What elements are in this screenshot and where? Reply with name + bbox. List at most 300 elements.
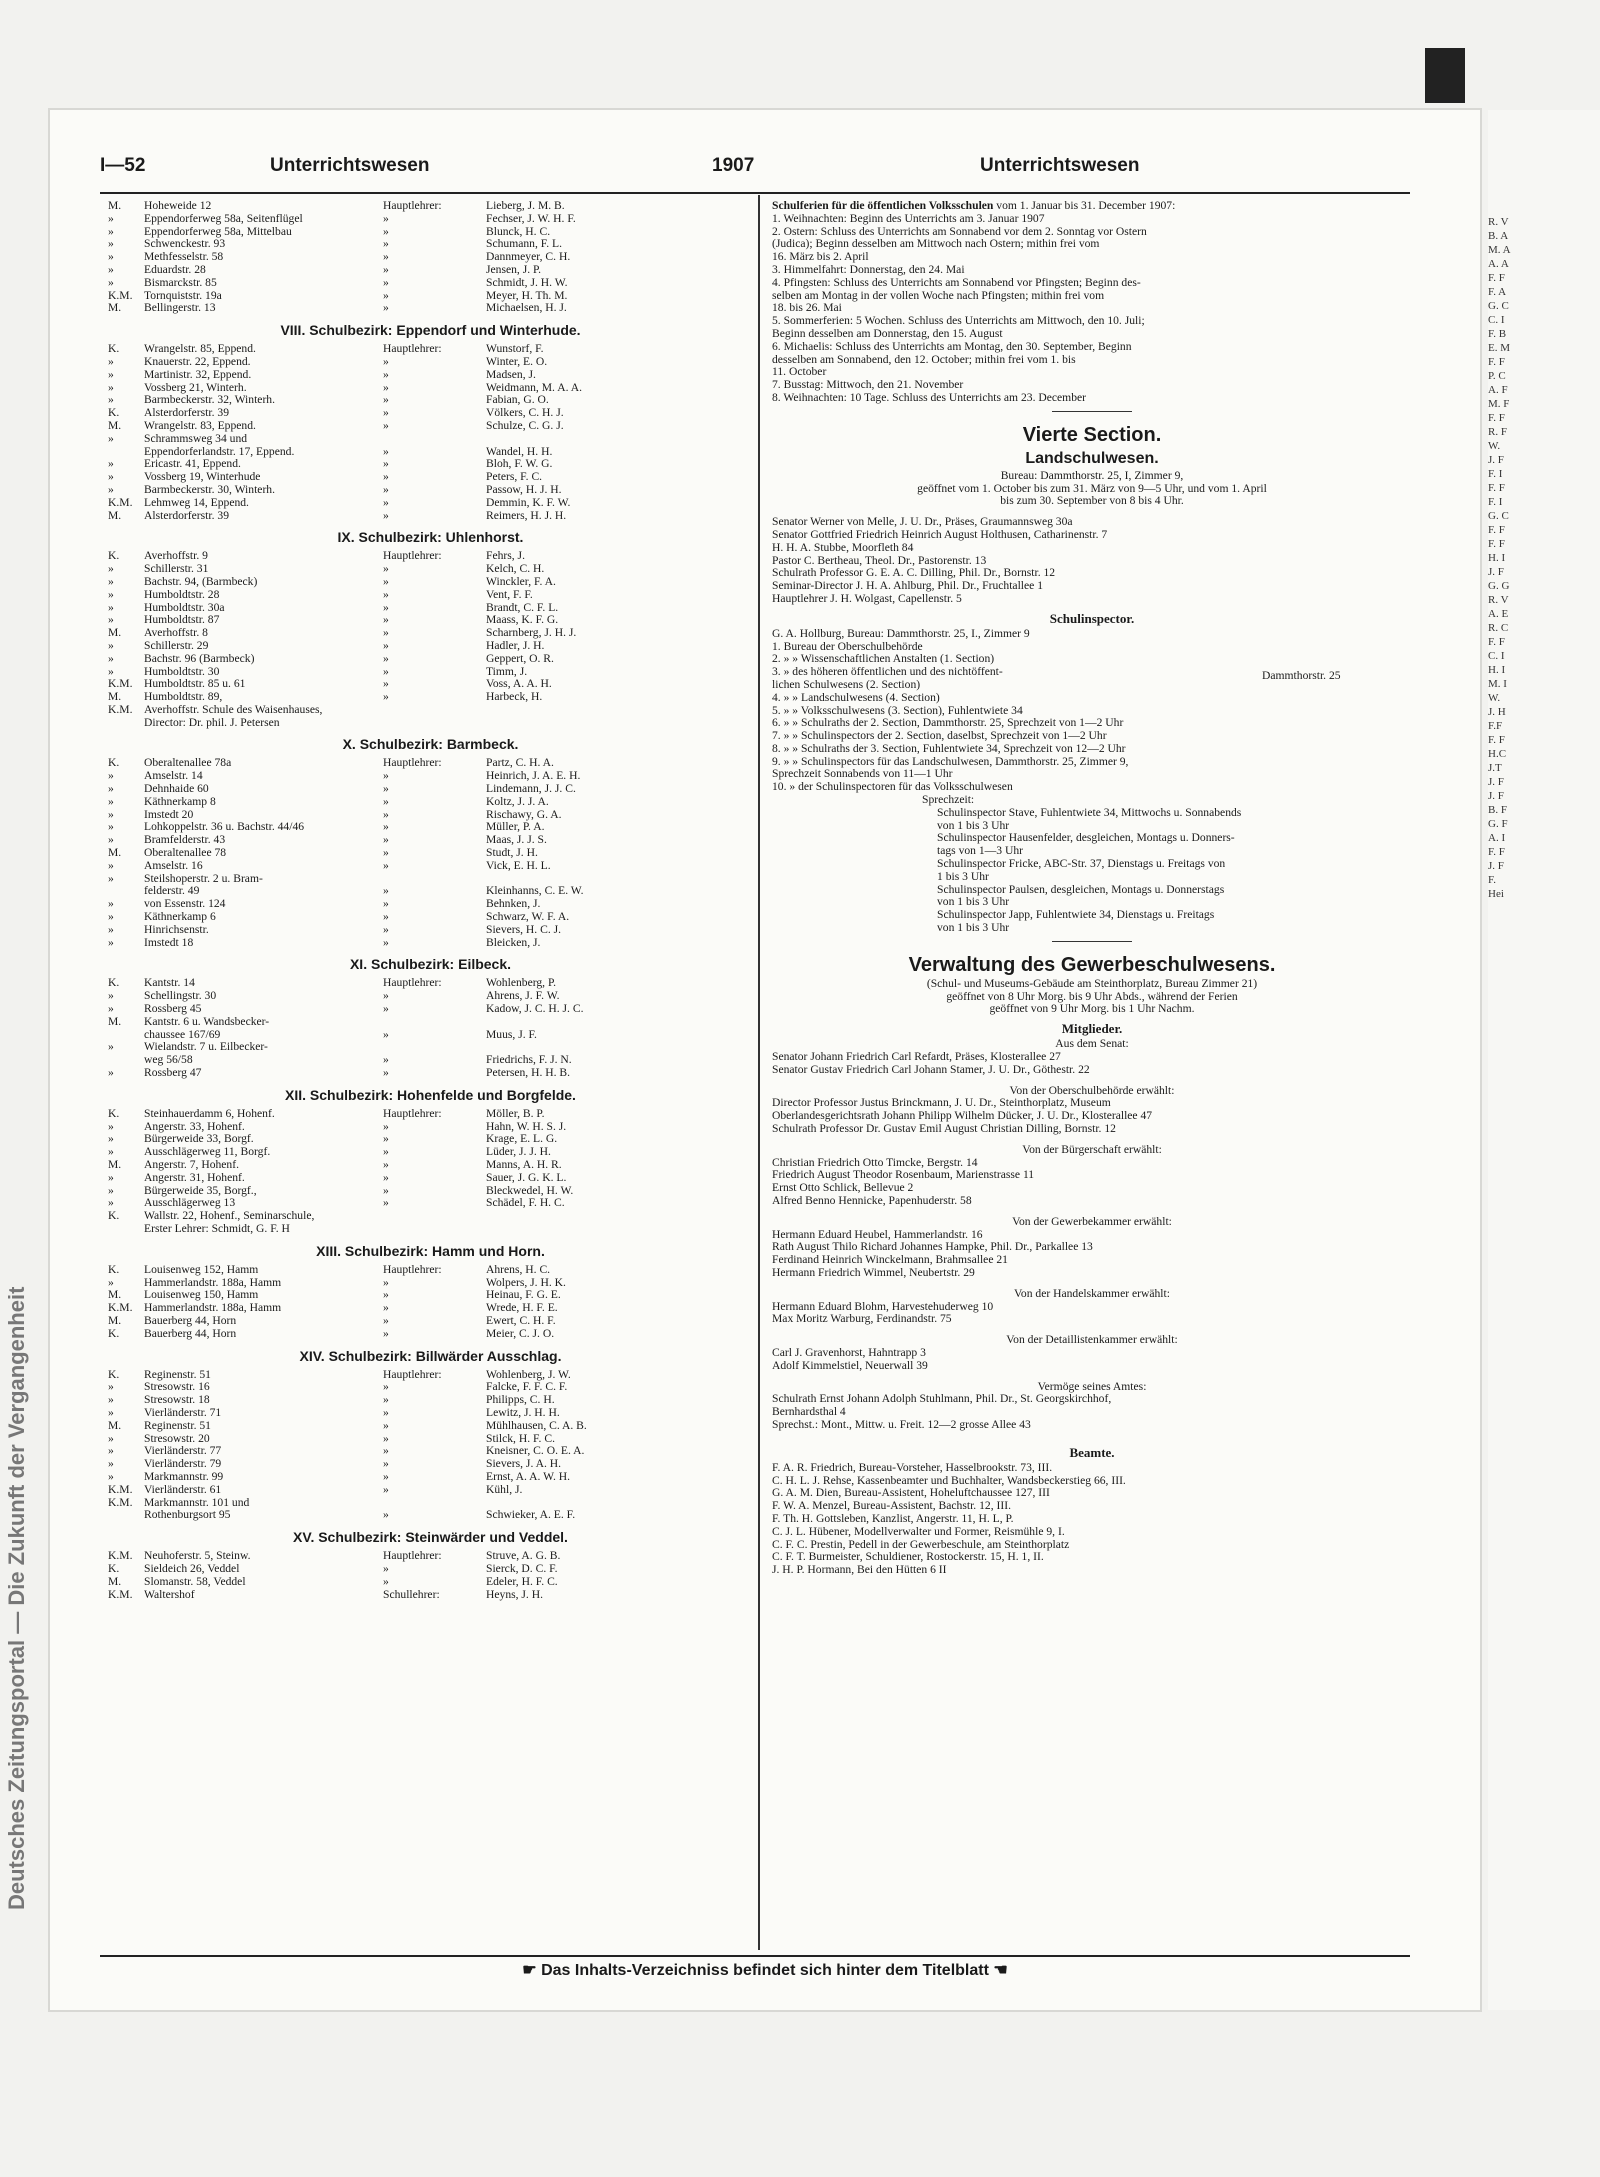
school-type: M.: [108, 301, 122, 315]
school-address: Markmannstr. 101 und: [144, 1495, 250, 1509]
next-page-fragment: J. H: [1488, 706, 1506, 718]
school-address: Bachstr. 94, (Barmbeck): [144, 574, 258, 588]
next-page-fragment: A. I: [1488, 832, 1506, 844]
member-line: Hauptlehrer J. H. Wolgast, Capellenstr. 5: [772, 591, 962, 605]
footer-text: Das Inhalts-Verzeichniss befindet sich hinter dem Titelblatt: [541, 1962, 989, 1979]
school-type: »: [108, 833, 114, 847]
school-row: [108, 369, 753, 382]
school-type: M.: [108, 199, 122, 212]
school-type: »: [108, 807, 114, 821]
official-line: J. H. P. Hormann, Bei den Hütten 6 II: [772, 1563, 947, 1577]
teacher-title: »: [383, 858, 389, 872]
next-page-fragment: F. F: [1488, 636, 1505, 648]
next-page-fragment: A. A: [1488, 258, 1509, 270]
school-type: M.: [108, 846, 122, 860]
school-row: [108, 510, 753, 523]
ferien-line: 3. Himmelfahrt: Donnerstag, den 24. Mai: [772, 262, 965, 276]
teacher-title: »: [383, 380, 389, 394]
teacher-name: Voss, A. A. H.: [486, 677, 552, 691]
teacher-title: »: [383, 807, 389, 821]
member-line: Max Moritz Warburg, Ferdinandstr. 75: [772, 1312, 952, 1326]
teacher-name: Lüder, J. J. H.: [486, 1145, 551, 1159]
teacher-name: Falcke, F. F. C. F.: [486, 1380, 568, 1394]
teacher-title: Hauptlehrer:: [383, 549, 442, 563]
school-row: [108, 937, 753, 950]
member-line: Christian Friedrich Otto Timcke, Bergstr. 14: [772, 1155, 978, 1169]
next-page-fragment: B. F: [1488, 804, 1507, 816]
teacher-title: »: [383, 820, 389, 834]
ferien-line: 4. Pfingsten: Schluss des Unterrichts am Sonnabend vor Pfingsten; Beginn des-: [772, 275, 1141, 289]
school-address: Alsterdorferstr. 39: [144, 406, 229, 420]
school-type: »: [108, 354, 114, 368]
sprechzeit-line: Schulinspector Hausenfelder, desgleichen, Montags u. Donners-: [937, 831, 1235, 845]
school-address: Humboldtstr. 89,: [144, 690, 223, 704]
school-address: Bellingerstr. 13: [144, 301, 216, 315]
spacer: [772, 1432, 1412, 1440]
school-type: K.: [108, 1367, 120, 1381]
next-page-fragment: G. C: [1488, 510, 1509, 522]
school-address: Erster Lehrer: Schmidt, G. F. H: [144, 1221, 290, 1235]
school-address: Averhoffstr. 8: [144, 626, 208, 640]
school-address: Bachstr. 96 (Barmbeck): [144, 651, 255, 665]
ferien-line: 2. Ostern: Schluss des Unterrichts am Sonnabend vor dem 2. Sonntag vor Ostern: [772, 224, 1147, 238]
school-type: »: [108, 1183, 114, 1197]
school-address: Martinistr. 32, Eppend.: [144, 367, 252, 381]
teacher-name: Kleinhanns, C. E. W.: [486, 884, 584, 898]
school-address: Rossberg 45: [144, 1002, 202, 1016]
school-address: Amselstr. 14: [144, 769, 203, 783]
teacher-name: Ahrens, J. F. W.: [486, 989, 560, 1003]
ferien-line: 11. October: [772, 365, 827, 379]
spine-text: Deutsches Zeitungsportal — Die Zukunft der Vergangenheit: [4, 1286, 29, 1910]
footer-rule: [100, 1955, 1410, 1957]
ferien-line: Beginn desselben am Donnerstag, den 15. August: [772, 326, 1003, 340]
school-address: Reginenstr. 51: [144, 1418, 211, 1432]
teacher-name: Hadler, J. H.: [486, 638, 545, 652]
teacher-title: »: [383, 1574, 389, 1588]
next-page-fragment: G. G: [1488, 580, 1510, 592]
teacher-name: Meyer, H. Th. M.: [486, 288, 568, 302]
teacher-name: Wandel, H. H.: [486, 444, 553, 458]
teacher-title: »: [383, 1132, 389, 1146]
teacher-title: »: [383, 1027, 389, 1041]
teacher-name: Heinau, F. G. E.: [486, 1288, 561, 1302]
school-address: Rossberg 47: [144, 1066, 202, 1080]
bureau-list-line: 4. » » Landschulwesens (4. Section): [772, 690, 940, 704]
teacher-name: Blunck, H. C.: [486, 224, 551, 238]
school-address: Bauerberg 44, Horn: [144, 1326, 237, 1340]
teacher-title: »: [383, 1326, 389, 1340]
teacher-name: Wolpers, J. H. K.: [486, 1275, 566, 1289]
teacher-name: Kneisner, C. O. E. A.: [486, 1444, 585, 1458]
school-address: Lehmweg 14, Eppend.: [144, 495, 249, 509]
school-type: M.: [108, 1574, 122, 1588]
school-address: Knauerstr. 22, Eppend.: [144, 354, 251, 368]
teacher-title: »: [383, 769, 389, 783]
member-line: Hermann Eduard Blohm, Harvestehuderweg 10: [772, 1299, 994, 1313]
school-row: [108, 589, 753, 602]
teacher-title: »: [383, 367, 389, 381]
school-type: M.: [108, 626, 122, 640]
school-type: K.: [108, 549, 120, 563]
school-row: [108, 1484, 753, 1497]
school-type: M.: [108, 1158, 122, 1171]
school-address: Wrangelstr. 83, Eppend.: [144, 418, 256, 432]
teacher-name: Lewitz, J. H. H.: [486, 1405, 560, 1419]
school-address: Kantstr. 6 u. Wandsbecker-: [144, 1014, 270, 1028]
group-label: Aus dem Senat:: [1055, 1037, 1129, 1051]
teacher-name: Sauer, J. G. K. L.: [486, 1170, 567, 1184]
district-title: XII. Schulbezirk: Hohenfelde und Borgfelde.: [285, 1086, 576, 1103]
school-address: Bramfelderstr. 43: [144, 833, 226, 847]
school-type: »: [108, 1393, 114, 1407]
school-address: Slomanstr. 58, Veddel: [144, 1574, 246, 1588]
teacher-name: Schmidt, J. H. W.: [486, 275, 568, 289]
teacher-title: Hauptlehrer:: [383, 199, 442, 212]
school-type: »: [108, 1002, 114, 1016]
school-type: »: [108, 1119, 114, 1133]
member-line: Pastor C. Bertheau, Theol. Dr., Pastorenstr. 13: [772, 553, 987, 567]
teacher-name: Stilck, H. F. C.: [486, 1431, 555, 1445]
gewerbe-title: Verwaltung des Gewerbeschulwesens.: [908, 953, 1276, 976]
school-address: Stresowstr. 18: [144, 1393, 210, 1407]
teacher-title: »: [383, 482, 389, 496]
teacher-title: »: [383, 1066, 389, 1080]
school-address: von Essenstr. 124: [144, 897, 226, 911]
school-address: Vossberg 21, Winterh.: [144, 380, 247, 394]
next-page-fragment: R. F: [1488, 426, 1507, 438]
teacher-name: Koltz, J. J. A.: [486, 794, 549, 808]
teacher-title: »: [383, 495, 389, 509]
school-type: K.: [108, 1326, 120, 1340]
teacher-title: »: [383, 457, 389, 471]
school-type: »: [108, 613, 114, 627]
sprechzeit-line: Schulinspector Fricke, ABC-Str. 37, Dienstags u. Freitags von: [937, 857, 1226, 871]
school-row: [108, 717, 753, 730]
next-page-fragment: H.C: [1488, 748, 1507, 760]
teacher-title: »: [383, 600, 389, 614]
school-address: Reginenstr. 51: [144, 1367, 211, 1381]
ferien-heading: [772, 200, 1412, 213]
school-address: Humboldtstr. 28: [144, 587, 220, 601]
school-address: Angerstr. 7, Hohenf.: [144, 1158, 239, 1171]
next-page-fragment: H. I: [1488, 552, 1506, 564]
school-address: Dehnhaide 60: [144, 782, 209, 796]
next-page-fragment: F.: [1488, 874, 1496, 886]
teacher-title: »: [383, 1119, 389, 1133]
school-type: M.: [108, 1313, 122, 1327]
school-row: [108, 860, 753, 873]
school-address: Rothenburgsort 95: [144, 1508, 231, 1522]
page-header: [100, 155, 1470, 185]
teacher-title: »: [383, 574, 389, 588]
teacher-title: Hauptlehrer:: [383, 1106, 442, 1120]
ferien-intro: vom 1. Januar bis 31. December 1907:: [996, 199, 1176, 212]
teacher-name: Brandt, C. F. L.: [486, 600, 559, 614]
bureau-list-line: 6. » » Schulraths der 2. Section, Dammthorstr. 25, Sprechzeit von 1—2 Uhr: [772, 716, 1124, 730]
teacher-name: Wohlenberg, J. W.: [486, 1367, 571, 1381]
next-page-fragment: P. C: [1488, 370, 1506, 382]
next-page-fragment: M. I: [1488, 678, 1507, 690]
school-type: K.: [108, 756, 120, 770]
teacher-name: Schädel, F. H. C.: [486, 1196, 565, 1210]
teacher-title: »: [383, 587, 389, 601]
school-address: Wielandstr. 7 u. Eilbecker-: [144, 1040, 268, 1054]
school-row: [108, 783, 753, 796]
school-address: Sieldeich 26, Veddel: [144, 1561, 240, 1575]
school-row: [108, 1315, 753, 1328]
next-page-fragment: F.F: [1488, 720, 1503, 732]
school-address: Imstedt 18: [144, 935, 194, 949]
school-address: Alsterdorferstr. 39: [144, 508, 229, 522]
member-line: Rath August Thilo Richard Johannes Hampke, Phil. Dr., Parkallee 13: [772, 1240, 1093, 1254]
member-line: Ernst Otto Schlick, Bellevue 2: [772, 1181, 914, 1195]
school-type: »: [108, 1457, 114, 1471]
inspector-title: Schulinspector.: [1049, 610, 1135, 626]
member-line: Hermann Friedrich Wimmel, Neubertstr. 29: [772, 1265, 975, 1279]
school-row: [108, 484, 753, 497]
school-type: M.: [108, 1014, 122, 1028]
next-page-fragment: F. F: [1488, 734, 1505, 746]
teacher-title: »: [383, 1301, 389, 1315]
district-title: XI. Schulbezirk: Eilbeck.: [349, 956, 512, 973]
next-page-fragment: F. F: [1488, 846, 1505, 858]
official-line: C. J. L. Hübener, Modellverwalter und Former, Reismühle 9, I.: [772, 1524, 1065, 1538]
school-row: [108, 433, 753, 446]
teacher-title: »: [383, 1482, 389, 1496]
teacher-name: Ernst, A. A. W. H.: [486, 1469, 571, 1483]
next-page-fragment: B. A: [1488, 230, 1509, 242]
section-subtitle: Landschulwesen.: [1025, 449, 1159, 467]
school-type: K.M.: [108, 677, 133, 691]
school-address: Steinhauerdamm 6, Hohenf.: [144, 1106, 275, 1120]
school-type: »: [108, 470, 114, 484]
school-address: Vierländerstr. 79: [144, 1457, 222, 1471]
group-label: Von der Detaillistenkammer erwählt:: [1006, 1333, 1178, 1347]
teacher-name: Schumann, F. L.: [486, 237, 563, 251]
next-page-fragment: F. F: [1488, 482, 1505, 494]
teacher-name: Hahn, W. H. S. J.: [486, 1119, 567, 1133]
teacher-name: Müller, P. A.: [486, 820, 545, 834]
school-address: Vierländerstr. 61: [144, 1482, 222, 1496]
teacher-name: Lieberg, J. M. B.: [486, 199, 565, 212]
school-type: K.: [108, 406, 120, 420]
district-title: XV. Schulbezirk: Steinwärder und Veddel.: [293, 1529, 568, 1546]
school-type: »: [108, 237, 114, 251]
ferien-line: 6. Michaelis: Schluss des Unterrichts am Montag, den 30. September, Beginn: [772, 339, 1132, 353]
scan-edge-bar: [1425, 48, 1465, 103]
school-type: »: [108, 431, 114, 445]
school-address: Lohkoppelstr. 36 u. Bachstr. 44/46: [144, 820, 305, 834]
teacher-title: »: [383, 301, 389, 315]
member-line: Oberlandesgerichtsrath Johann Philipp Wilhelm Dücker, J. U. Dr., Klosterallee 47: [772, 1109, 1153, 1123]
school-row: [108, 691, 753, 704]
school-row: [108, 576, 753, 589]
teacher-name: Vick, E. H. L.: [486, 858, 551, 872]
official-line: C. F. T. Burmeister, Schuldiener, Rostockerstr. 15, H. 1, II.: [772, 1550, 1044, 1564]
school-type: »: [108, 871, 114, 885]
school-address: Barmbeckerstr. 32, Winterh.: [144, 393, 276, 407]
school-type: »: [108, 393, 114, 407]
school-row: [108, 847, 753, 860]
school-type: »: [108, 1405, 114, 1419]
sprechzeit-line: tags von 1—3 Uhr: [937, 844, 1023, 858]
teacher-name: Vent, F. F.: [486, 587, 533, 601]
school-address: Louisenweg 150, Hamm: [144, 1288, 259, 1302]
teacher-title: »: [383, 1561, 389, 1575]
school-row: [108, 911, 753, 924]
school-type: K.: [108, 1262, 120, 1276]
teacher-title: »: [383, 237, 389, 251]
next-page-fragment: A. E: [1488, 608, 1509, 620]
next-page-fragment: F. I: [1488, 468, 1503, 480]
teacher-name: Winckler, F. A.: [486, 574, 556, 588]
next-page-fragment: M. F: [1488, 398, 1510, 410]
school-address: Ausschlägerweg 11, Borgf.: [144, 1145, 271, 1159]
gewerbe-intro-line: geöffnet von 8 Uhr Morg. bis 9 Uhr Abds., während der Ferien: [946, 989, 1238, 1003]
teacher-title: »: [383, 613, 389, 627]
sprechzeit-line: Schulinspector Paulsen, desgleichen, Montags u. Donnerstags: [937, 882, 1225, 896]
school-address: felderstr. 49: [144, 884, 200, 898]
header-right-title: Unterrichtswesen: [980, 155, 1140, 176]
next-page-fragment: G. C: [1488, 300, 1509, 312]
school-address: Eppendorferweg 58a, Mittelbau: [144, 224, 292, 238]
teacher-name: Peters, F. C.: [486, 470, 543, 484]
teacher-title: »: [383, 846, 389, 860]
next-page-fragment: M. A: [1488, 244, 1511, 256]
ferien-line: desselben am Sonnabend, den 12. October; mithin frei vom 1. bis: [772, 352, 1076, 366]
teacher-title: »: [383, 211, 389, 225]
school-address: Tornquiststr. 19a: [144, 288, 222, 302]
teacher-name: Sievers, H. C. J.: [486, 922, 562, 936]
next-page-fragment: F. F: [1488, 524, 1505, 536]
school-address: Käthnerkamp 8: [144, 794, 216, 808]
school-type: M.: [108, 418, 122, 432]
school-type: »: [108, 600, 114, 614]
teacher-title: »: [383, 1313, 389, 1327]
school-row: [108, 990, 753, 1003]
teacher-name: Edeler, H. F. C.: [486, 1574, 558, 1588]
school-address: Louisenweg 152, Hamm: [144, 1262, 259, 1276]
teacher-name: Weidmann, M. A. A.: [486, 380, 582, 394]
teacher-title: »: [383, 626, 389, 640]
school-row: [108, 1108, 753, 1121]
next-page-fragment: J. F: [1488, 454, 1504, 466]
teacher-name: Kühl, J.: [486, 1482, 523, 1496]
school-type: »: [108, 922, 114, 936]
school-type: »: [108, 482, 114, 496]
sprechzeit-line: von 1 bis 3 Uhr: [937, 921, 1010, 935]
school-address: Kantstr. 14: [144, 976, 195, 990]
member-line: Bernhardsthal 4: [772, 1405, 846, 1419]
school-address: Schellingstr. 30: [144, 989, 217, 1003]
group-label: Von der Handelskammer erwählt:: [1014, 1286, 1170, 1300]
school-address: Hoheweide 12: [144, 199, 212, 212]
school-row: [108, 1054, 753, 1067]
sprechzeit-line: Schulinspector Japp, Fuhlentwiete 34, Dienstags u. Freitags: [937, 908, 1215, 922]
teacher-title: »: [383, 1418, 389, 1432]
teacher-title: »: [383, 1288, 389, 1302]
school-type: »: [108, 262, 114, 276]
next-page-fragment: A. F: [1488, 384, 1508, 396]
teacher-name: Heinrich, J. A. E. H.: [486, 769, 581, 783]
section-rule: [1052, 411, 1132, 412]
school-address: Humboldtstr. 30: [144, 664, 220, 678]
bureau-line: bis zum 30. September von 8 bis 4 Uhr.: [1000, 494, 1184, 508]
dammthor-label: Dammthorstr. 25: [1262, 668, 1341, 682]
officials-title: Beamte.: [1069, 1444, 1115, 1460]
school-address: Hammerlandstr. 188a, Hamm: [144, 1301, 282, 1315]
teacher-title: »: [383, 1196, 389, 1210]
teacher-name: Sievers, J. A. H.: [486, 1457, 562, 1471]
ferien-title: Schulferien für die öffentlichen Volksschulen: [772, 199, 994, 212]
teacher-name: Maass, K. F. G.: [486, 613, 559, 627]
teacher-name: Manns, A. H. R.: [486, 1158, 562, 1171]
next-page-fragment: J.T: [1488, 762, 1502, 774]
school-row: [108, 924, 753, 937]
teacher-name: Wrede, H. F. E.: [486, 1301, 558, 1315]
pointing-hand-left-icon: ☛: [522, 1962, 537, 1979]
bureau-list-line: 1. Bureau der Oberschulbehörde: [772, 639, 923, 653]
school-type: M.: [108, 690, 122, 704]
ferien-line: 16. März bis 2. April: [772, 250, 869, 264]
ferien-line: selben am Montag in der vollen Woche nach Pfingsten; mithin frei vom: [772, 288, 1105, 302]
next-page-fragment: R. C: [1488, 622, 1509, 634]
school-address: Vierländerstr. 71: [144, 1405, 222, 1419]
school-row: [108, 640, 753, 653]
school-address: Angerstr. 33, Hohenf.: [144, 1119, 245, 1133]
teacher-title: Hauptlehrer:: [383, 1549, 442, 1563]
member-line: Schulrath Professor Dr. Gustav Emil August Christian Dilling, Bornstr. 12: [772, 1122, 1116, 1136]
next-page-fragment: W.: [1488, 440, 1501, 452]
school-type: M.: [108, 508, 122, 522]
next-page-edge: [1488, 110, 1600, 2010]
next-page-fragment: J. F: [1488, 566, 1504, 578]
teacher-name: Philipps, C. H.: [486, 1393, 555, 1407]
school-address: Stresowstr. 20: [144, 1431, 210, 1445]
next-page-fragment: F. F: [1488, 538, 1505, 550]
teacher-title: »: [383, 562, 389, 576]
teacher-title: »: [383, 406, 389, 420]
official-line: F. A. R. Friedrich, Bureau-Vorsteher, Hasselbrookstr. 73, III.: [772, 1460, 1053, 1474]
ferien-line: 18. bis 26. Mai: [772, 301, 842, 315]
district-title: VIII. Schulbezirk: Eppendorf und Winterhude.: [280, 322, 581, 339]
page-number: I—52: [100, 155, 146, 176]
teacher-title: »: [383, 782, 389, 796]
teacher-title: »: [383, 1393, 389, 1407]
school-address: Oberaltenallee 78: [144, 846, 227, 860]
school-type: »: [108, 1444, 114, 1458]
teacher-name: Fabian, G. O.: [486, 393, 549, 407]
page-footer: [100, 1960, 1430, 1980]
member-line: H. H. A. Stubbe, Moorfleth 84: [772, 540, 914, 554]
bureau-list-line: lichen Schulwesens (2. Section): [772, 677, 921, 691]
teacher-title: »: [383, 922, 389, 936]
member-line: Alfred Benno Hennicke, Papenhuderstr. 58: [772, 1194, 972, 1207]
school-address: Amselstr. 16: [144, 858, 203, 872]
school-row: [108, 1264, 753, 1277]
school-address: Käthnerkamp 6: [144, 910, 216, 924]
school-type: »: [108, 457, 114, 471]
teacher-name: Scharnberg, J. H. J.: [486, 626, 577, 640]
school-address: Humboldtstr. 87: [144, 613, 220, 627]
school-address: Eppendorferweg 58a, Seitenflügel: [144, 211, 303, 225]
group-label: Von der Oberschulbehörde erwählt:: [1009, 1083, 1175, 1097]
school-type: »: [108, 858, 114, 872]
school-address: chaussee 167/69: [144, 1027, 221, 1041]
teacher-title: Hauptlehrer:: [383, 976, 442, 990]
school-type: K.M.: [108, 288, 133, 302]
